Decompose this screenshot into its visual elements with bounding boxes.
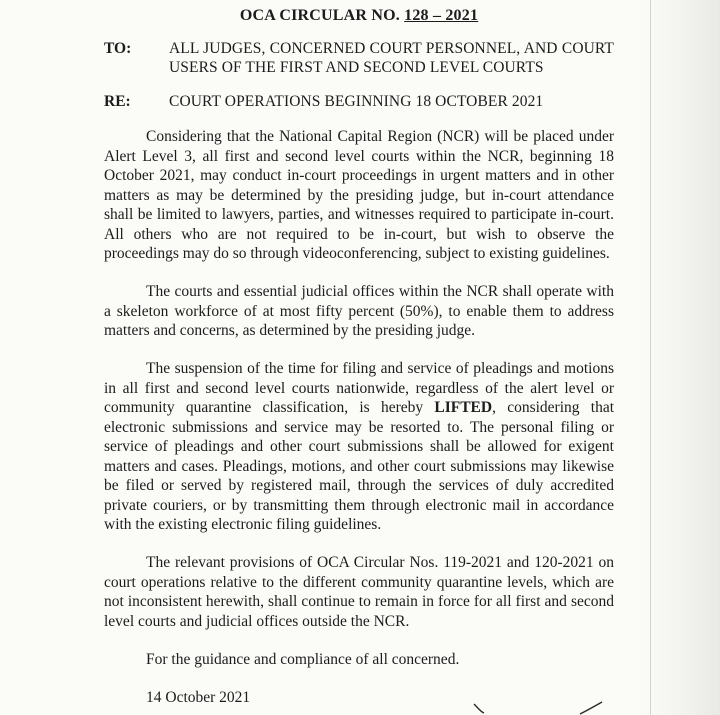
signature-stroke bbox=[470, 700, 610, 715]
re-subject: COURT OPERATIONS BEGINNING 18 OCTOBER 2021 bbox=[169, 92, 544, 110]
p3-text-before: The suspension of the time for filing and service of pleadings and motions in all first and second level courts nationwide, regardless of the alert level or community quarantine classification, is hereby bbox=[104, 360, 614, 416]
document-page bbox=[104, 6, 614, 708]
re-row bbox=[104, 92, 614, 112]
circular-number: 128 – 2021 bbox=[404, 7, 479, 24]
p3-text-after: , considering that electronic submissions and service may be resorted to. The personal filing or service of pleadings and other court submissions shall be allowed for exigent matters and cases. Pleadings, motions, and other court submissions may likewise be filed or served by registered mail, through the services of duly accredited private couriers, or by transmitting them through electronic mail in accordance with the existing electronic filing guidelines. bbox=[104, 399, 615, 533]
to-row bbox=[104, 39, 614, 78]
to-recipients: ALL JUDGES, CONCERNED COURT PERSONNEL, AND COURT USERS OF THE FIRST AND SECOND LEVEL COURTS bbox=[169, 39, 614, 76]
paragraph-suspension-lifted bbox=[104, 359, 614, 535]
to-label: TO: bbox=[104, 39, 132, 57]
circular-date: 14 October 2021 bbox=[146, 689, 251, 706]
page-edge-shadow bbox=[640, 0, 720, 715]
page-fold-line bbox=[650, 0, 651, 715]
circular-title bbox=[104, 6, 614, 26]
paragraph-relevant-provisions: The relevant provisions of OCA Circular Nos. 119-2021 and 120-2021 on court operations relative to the different community quarantine levels, which are not inconsistent herewith, shall continue to remain in force for all first and second level courts and judicial offices outside the NCR. bbox=[104, 554, 614, 630]
paragraph-alert-level: Considering that the National Capital Region (NCR) will be placed under Alert Level 3, all first and second level courts within the NCR, beginning 18 October 2021, may conduct in-court proceedings in urgent matters and in other matters as may be determined by the presiding judge, but in-court attendance shall be limited to lawyers, parties, and witnesses required to participate in-court. All others who are not required to be in-court, but wish to observe the proceedings may do so through videoconferencing, subject to existing guidelines. bbox=[104, 128, 614, 262]
re-label: RE: bbox=[104, 92, 131, 110]
p3-lifted-emphasis: LIFTED bbox=[434, 399, 493, 416]
paragraph-skeleton-workforce: The courts and essential judicial offices within the NCR shall operate with a skeleton workforce of at most fifty percent (50%), to enable them to address matters and concerns, as determined by the presiding judge. bbox=[104, 283, 614, 339]
closing-line: For the guidance and compliance of all concerned. bbox=[146, 650, 460, 668]
circular-title-prefix: OCA CIRCULAR NO. bbox=[239, 7, 405, 24]
